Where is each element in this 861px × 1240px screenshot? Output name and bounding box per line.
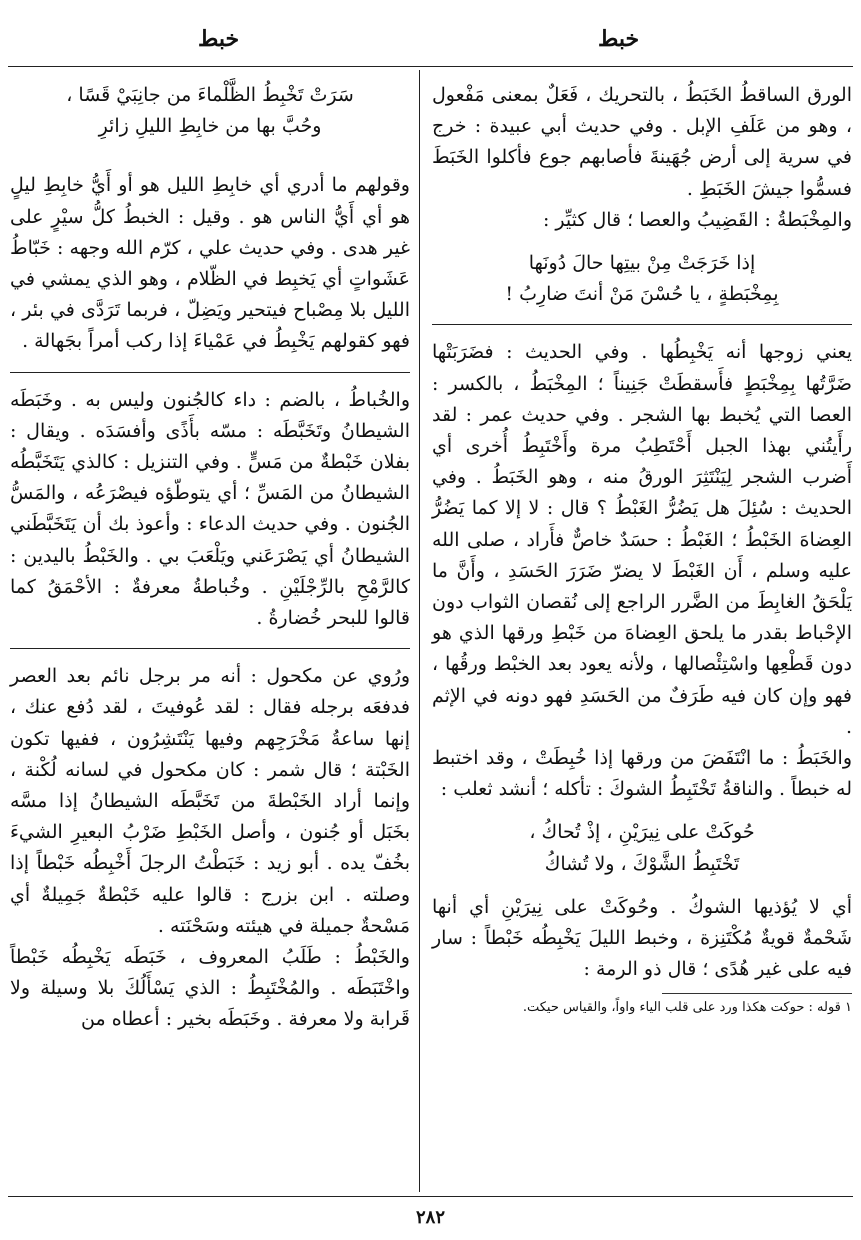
column-divider [419,70,420,1192]
footnote-rule [662,993,852,994]
paragraph: والمِخْبَطةُ : القَضِيبُ والعصا ؛ قال كثيِّر : [542,208,852,231]
paragraph: والخَبَطُ : ما انْتَفَضَ من ورقها إذا خُبِطَتْ ، وقد اختبط له خبطاً . والناقةُ تَخْتَبِطُ الشوكَ : تأكله ؛ أنشد ثعلب : [432,747,852,801]
footer-rule [8,1196,853,1197]
running-head-left: خبط [198,26,240,52]
paragraph: والخُباطُ ، بالضم : داء كالجُنون وليس به . وخَبَطَه الشيطانُ وتَخَبَّطَه : مسّه بأَذًى وأفسَدَه . ويقال : بفلان خَبْطةٌ من مَسٍّ . وفي التنزيل : كالذي يَتَخَبَّطُه الشيطانُ من المَسِّ ؛ أي يتوطّؤه فيصْرَعُه ، والمَسُّ الجُنون . وفي حديث الدعاء : وأعوذ بك أن يَتَخَبَّطَني الشيطانُ أي يَصْرَعَني ويَلْعَبَ بي . والخَبْطُ باليدين : كالرَّمْحِ بالرِّجْلَيْنِ . وخُباطةُ معرفةٌ : الأحْمَقُ كما قالوا للبحر خُضارةُ . [10,388,410,630]
header-rule [8,66,853,67]
left-column [10,80,410,1036]
running-head-right: خبط [598,26,640,52]
verse-line: بِمِخْبَطةٍ ، يا حُسْنَ مَنْ أنتَ ضارِبُ ! [505,283,779,306]
page-number: ٢٨٢ [415,1207,445,1228]
section-separator [10,372,410,373]
paragraph: أي لا يُؤذيها الشوكُ . وحُوكَتْ على نِيرَيْنِ أي أنها شَحْمةٌ قويةٌ مُكْتَنِزة ، وخبط الليلَ يَخْبِطُه خَبْطاً : سار فيه على غير هُدًى ؛ قال ذو الرمة : [432,895,852,981]
verse-line: إذا خَرَجَتْ مِنْ بيتِها حالَ دُونَها [528,252,756,275]
verse-line: تَخْتَبِطُ الشَّوْكَ ، ولا تُشاكُ [544,852,740,875]
verse-line: سَرَتْ تَخْبِطُ الظَّلْماءَ من جانِبَيْ قَسًا ، [66,84,354,106]
section-separator [10,648,410,649]
right-column [432,80,852,1018]
paragraph: والخَبْطُ : طَلَبُ المعروف ، خَبَطَه يَخْبِطُه خَبْطاً واخْتَبَطَه . والمُخْتَبِطُ : الذي يَسْأَلُكَ بلا وسيلة ولا قَرابة ولا معرفة . وخَبَطَه بخير : أعطاه من [10,946,410,1031]
verse-line: وحُبَّ بها من خابِطِ الليلِ زائرِ [98,115,322,138]
section-separator [432,324,852,325]
paragraph: يعني زوجها أنه يَخْبِطُها . وفي الحديث : فضَرَبَتْها ضَرَّتُها بِمِخْبَطٍ فأَسقطَتْ جَنِيناً ؛ المِخْبَطُ ، بالكسر : العصا التي يُخبط بها الشجر . وفي حديث عمر : لقد رأَيتُني بهذا الجبل أَحْتَطِبُ مرة وأَخْتَبِطُ أُخرى أي أَضرب الشجر لِيَنْتَثِرَ الورقُ منه ، وهو الخَبَطُ . وفي الحديث : سُئِلَ هل يَضُرُّ الغَبْطُ ؟ قال : لا إلا كما يَضُرُّ العِضاهَ الخَبْطُ ؛ الغَبْطُ : حسَدٌ خاصٌّ فأَراد ، صلى الله عليه وسلم ، أَن الغَبْطَ لا يضرّ ضَرَرَ الحَسَدِ ، وأَنَّ ما يَلْحَقُ الغابِطَ من الضَّرر الراجع إلى نُقصان الثواب دون الإحْباط بقدر ما يلحق العِضاهَ من خَبْطِ ورقها الذي هو دون قَطْعِها واسْتِئْصالها ، ولأنه يعود بعد الخبْط ورقُها ، فهو وإن كان فيه طَرَفٌ من الحَسَدِ فهو دونه في الإثم . [432,341,852,738]
paragraph: الورق الساقطُ الخَبَطُ ، بالتحريك ، فَعَلٌ بمعنى مَفْعول ، وهو من عَلَفِ الإبل . وفي حديث أبي عبيدة : خرج في سرية إلى أرض جُهَينةَ فأصابهم جوع فأكلوا الخَبَطَ فسمُّوا جيشَ الخَبَطِ . [432,84,852,200]
footnote: ١ قوله : حوكت هكذا ورد على قلب الياء واواً، والقياس حيكت. [522,1000,852,1016]
paragraph: وقولهم ما أدري أي خابِطِ الليل هو أو أَيُّ خابِطِ ليلٍ هو أي أَيُّ الناس هو . وقيل : الخبطُ كلُّ سيْرٍ على غير هدى . وفي حديث علي ، كرّم الله وجهه : خَبّاطُ عَشَواتٍ أي يَخبِط في الظّلام ، وهو الذي يمشي في الليل بلا مِصْباح فيتحير ويَضِلّ ، فربما تَرَدَّى في بئر ، فهو كقولهم يَخْبِطُ في عَمْياءَ إذا ركب أمراً بجَهالة . [10,174,410,353]
paragraph: ورُوي عن مكحول : أنه مر برجل نائم بعد العصر فدفعَه برجله فقال : لقد عُوفيتَ ، لقد دُفع عنك ، إنها ساعةُ مَخْرَجِهم وفيها يَنْتَشِرُون ، ففيها تكون الخَبْتة ؛ قال شمر : كان مكحول في لسانه لُكْنة ، وإنما أراد الخَبْطةَ من تَخَبَّطَه الشيطانُ إذا مسَّه بخَبَل أو جُنون ، وأصل الخَبْطِ ضَرْبُ البعيرِ الشيءَ بخُفّ يده . أبو زيد : خَبَطْتُ الرجلَ أَخْبِطُه خَبْطاً إذا وصلته . ابن بزرج : قالوا عليه خَبْطةٌ جَمِيلةٌ أي مَسْحةٌ جميلة في هيئته وسَحْنَته . [10,665,410,937]
verse-line: حُوكَتْ على نِيرَيْنِ ، إذْ تُحاكُ ، [529,821,755,844]
